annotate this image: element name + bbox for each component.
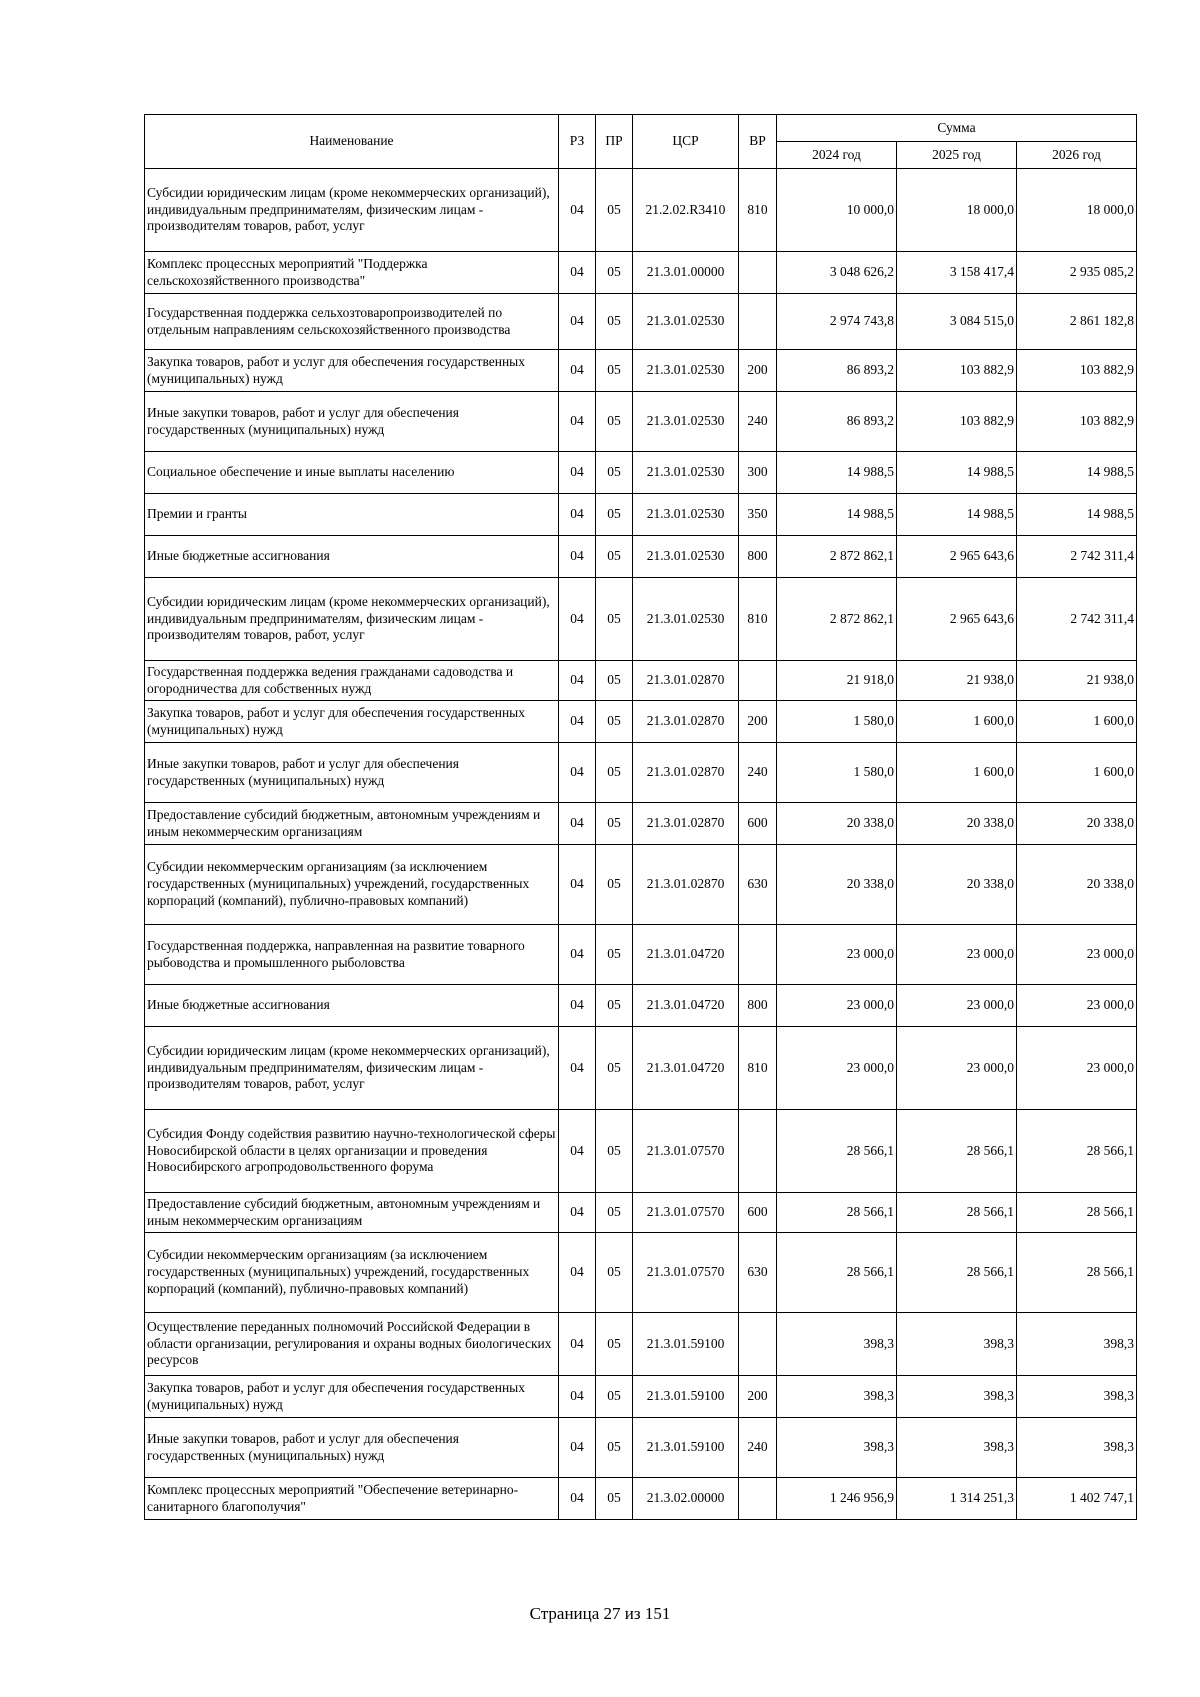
cell-csr: 21.3.01.07570 <box>633 1193 739 1233</box>
cell-vr: 600 <box>739 803 777 845</box>
cell-rz: 04 <box>559 1376 596 1418</box>
cell-sum-2024: 28 566,1 <box>777 1110 897 1193</box>
table-row <box>145 1418 1137 1478</box>
cell-sum-2024: 1 580,0 <box>777 743 897 803</box>
cell-pr: 05 <box>596 985 633 1027</box>
cell-sum-2025: 14 988,5 <box>897 494 1017 536</box>
header-pr: ПР <box>596 115 633 169</box>
cell-sum-2025: 20 338,0 <box>897 845 1017 925</box>
cell-csr: 21.3.01.02870 <box>633 803 739 845</box>
cell-name: Субсидии некоммерческим организациям (за исключением государственных (муниципальных) учреждений, государственных корпораций (компаний), публично-правовых компаний) <box>145 1233 559 1313</box>
cell-pr: 05 <box>596 536 633 578</box>
cell-sum-2025: 3 158 417,4 <box>897 252 1017 294</box>
cell-sum-2024: 2 872 862,1 <box>777 536 897 578</box>
table-row <box>145 701 1137 743</box>
cell-rz: 04 <box>559 661 596 701</box>
table-row <box>145 743 1137 803</box>
cell-vr: 240 <box>739 392 777 452</box>
cell-csr: 21.3.01.04720 <box>633 1027 739 1110</box>
cell-sum-2024: 10 000,0 <box>777 169 897 252</box>
cell-sum-2026: 23 000,0 <box>1017 985 1137 1027</box>
cell-pr: 05 <box>596 925 633 985</box>
cell-csr: 21.3.01.02530 <box>633 578 739 661</box>
cell-sum-2026: 28 566,1 <box>1017 1193 1137 1233</box>
cell-pr: 05 <box>596 1376 633 1418</box>
table-row <box>145 350 1137 392</box>
cell-rz: 04 <box>559 452 596 494</box>
cell-csr: 21.3.01.02530 <box>633 294 739 350</box>
cell-vr: 240 <box>739 743 777 803</box>
table-row <box>145 294 1137 350</box>
cell-pr: 05 <box>596 1313 633 1376</box>
cell-sum-2024: 398,3 <box>777 1376 897 1418</box>
cell-sum-2025: 2 965 643,6 <box>897 578 1017 661</box>
cell-csr: 21.3.02.00000 <box>633 1478 739 1520</box>
cell-sum-2026: 20 338,0 <box>1017 845 1137 925</box>
cell-pr: 05 <box>596 701 633 743</box>
cell-name: Социальное обеспечение и иные выплаты населению <box>145 452 559 494</box>
table-row <box>145 1313 1137 1376</box>
cell-csr: 21.3.01.02870 <box>633 661 739 701</box>
cell-csr: 21.3.01.02530 <box>633 536 739 578</box>
table-body <box>145 169 1137 1520</box>
cell-rz: 04 <box>559 392 596 452</box>
cell-vr: 630 <box>739 845 777 925</box>
table-row <box>145 661 1137 701</box>
table-row <box>145 845 1137 925</box>
cell-name: Государственная поддержка, направленная на развитие товарного рыбоводства и промышленного рыболовства <box>145 925 559 985</box>
cell-csr: 21.3.01.00000 <box>633 252 739 294</box>
cell-rz: 04 <box>559 1313 596 1376</box>
cell-name: Субсидии юридическим лицам (кроме некоммерческих организаций), индивидуальным предпринимателям, физическим лицам - производителям товаров, работ, услуг <box>145 169 559 252</box>
cell-csr: 21.3.01.02530 <box>633 392 739 452</box>
cell-sum-2026: 23 000,0 <box>1017 1027 1137 1110</box>
cell-pr: 05 <box>596 1027 633 1110</box>
cell-pr: 05 <box>596 743 633 803</box>
cell-vr <box>739 1313 777 1376</box>
cell-sum-2024: 1 246 956,9 <box>777 1478 897 1520</box>
cell-pr: 05 <box>596 1418 633 1478</box>
cell-sum-2025: 28 566,1 <box>897 1193 1017 1233</box>
cell-name: Субсидия Фонду содействия развитию научно-технологической сферы Новосибирской области в целях организации и проведения Новосибирского агропродовольственного форума <box>145 1110 559 1193</box>
cell-sum-2024: 23 000,0 <box>777 925 897 985</box>
cell-csr: 21.3.01.07570 <box>633 1110 739 1193</box>
cell-vr <box>739 1478 777 1520</box>
cell-csr: 21.3.01.04720 <box>633 985 739 1027</box>
cell-rz: 04 <box>559 578 596 661</box>
table-row <box>145 252 1137 294</box>
cell-name: Премии и гранты <box>145 494 559 536</box>
cell-rz: 04 <box>559 1027 596 1110</box>
cell-name: Иные закупки товаров, работ и услуг для обеспечения государственных (муниципальных) нужд <box>145 743 559 803</box>
header-vr: ВР <box>739 115 777 169</box>
cell-csr: 21.3.01.02530 <box>633 494 739 536</box>
cell-name: Государственная поддержка сельхозтоваропроизводителей по отдельным направлениям сельскохозяйственного производства <box>145 294 559 350</box>
cell-rz: 04 <box>559 743 596 803</box>
cell-csr: 21.3.01.02870 <box>633 845 739 925</box>
cell-rz: 04 <box>559 494 596 536</box>
cell-name: Иные закупки товаров, работ и услуг для обеспечения государственных (муниципальных) нужд <box>145 392 559 452</box>
cell-name: Государственная поддержка ведения гражданами садоводства и огородничества для собственных нужд <box>145 661 559 701</box>
cell-pr: 05 <box>596 452 633 494</box>
cell-csr: 21.2.02.R3410 <box>633 169 739 252</box>
cell-sum-2026: 103 882,9 <box>1017 350 1137 392</box>
cell-name: Закупка товаров, работ и услуг для обеспечения государственных (муниципальных) нужд <box>145 1376 559 1418</box>
cell-name: Иные бюджетные ассигнования <box>145 536 559 578</box>
cell-csr: 21.3.01.07570 <box>633 1233 739 1313</box>
cell-pr: 05 <box>596 845 633 925</box>
cell-sum-2025: 2 965 643,6 <box>897 536 1017 578</box>
cell-csr: 21.3.01.59100 <box>633 1313 739 1376</box>
table-row <box>145 1193 1137 1233</box>
header-name: Наименование <box>145 115 559 169</box>
cell-rz: 04 <box>559 252 596 294</box>
cell-sum-2026: 398,3 <box>1017 1376 1137 1418</box>
table-row <box>145 578 1137 661</box>
cell-sum-2026: 1 600,0 <box>1017 743 1137 803</box>
cell-vr <box>739 661 777 701</box>
cell-pr: 05 <box>596 294 633 350</box>
cell-sum-2024: 86 893,2 <box>777 350 897 392</box>
cell-name: Субсидии юридическим лицам (кроме некоммерческих организаций), индивидуальным предпринимателям, физическим лицам - производителям товаров, работ, услуг <box>145 578 559 661</box>
cell-pr: 05 <box>596 392 633 452</box>
cell-name: Закупка товаров, работ и услуг для обеспечения государственных (муниципальных) нужд <box>145 701 559 743</box>
header-rz: РЗ <box>559 115 596 169</box>
cell-name: Субсидии некоммерческим организациям (за исключением государственных (муниципальных) учреждений, государственных корпораций (компаний), публично-правовых компаний) <box>145 845 559 925</box>
cell-sum-2024: 23 000,0 <box>777 985 897 1027</box>
cell-sum-2025: 23 000,0 <box>897 1027 1017 1110</box>
cell-name: Осуществление переданных полномочий Российской Федерации в области организации, регулирования и охраны водных биологических ресурсов <box>145 1313 559 1376</box>
cell-vr: 300 <box>739 452 777 494</box>
cell-rz: 04 <box>559 925 596 985</box>
cell-sum-2025: 3 084 515,0 <box>897 294 1017 350</box>
cell-sum-2025: 1 600,0 <box>897 701 1017 743</box>
cell-pr: 05 <box>596 661 633 701</box>
cell-sum-2026: 2 861 182,8 <box>1017 294 1137 350</box>
cell-sum-2025: 103 882,9 <box>897 392 1017 452</box>
table-row <box>145 803 1137 845</box>
cell-rz: 04 <box>559 536 596 578</box>
cell-rz: 04 <box>559 1418 596 1478</box>
cell-rz: 04 <box>559 701 596 743</box>
cell-sum-2026: 1 600,0 <box>1017 701 1137 743</box>
cell-csr: 21.3.01.59100 <box>633 1418 739 1478</box>
cell-sum-2024: 28 566,1 <box>777 1193 897 1233</box>
cell-vr: 800 <box>739 536 777 578</box>
cell-sum-2025: 28 566,1 <box>897 1110 1017 1193</box>
cell-vr: 200 <box>739 350 777 392</box>
cell-sum-2026: 398,3 <box>1017 1313 1137 1376</box>
cell-name: Комплекс процессных мероприятий "Обеспечение ветеринарно-санитарного благополучия" <box>145 1478 559 1520</box>
cell-csr: 21.3.01.59100 <box>633 1376 739 1418</box>
table-row <box>145 169 1137 252</box>
cell-rz: 04 <box>559 169 596 252</box>
cell-csr: 21.3.01.02870 <box>633 743 739 803</box>
cell-sum-2024: 20 338,0 <box>777 845 897 925</box>
cell-rz: 04 <box>559 1478 596 1520</box>
cell-sum-2026: 398,3 <box>1017 1418 1137 1478</box>
table-row <box>145 392 1137 452</box>
cell-pr: 05 <box>596 1110 633 1193</box>
table-row <box>145 1027 1137 1110</box>
cell-sum-2025: 20 338,0 <box>897 803 1017 845</box>
cell-csr: 21.3.01.04720 <box>633 925 739 985</box>
cell-sum-2024: 14 988,5 <box>777 494 897 536</box>
cell-sum-2024: 20 338,0 <box>777 803 897 845</box>
cell-vr: 600 <box>739 1193 777 1233</box>
cell-sum-2026: 2 742 311,4 <box>1017 536 1137 578</box>
table-row <box>145 1478 1137 1520</box>
header-year-2024: 2024 год <box>777 142 897 169</box>
cell-sum-2026: 28 566,1 <box>1017 1233 1137 1313</box>
cell-sum-2026: 103 882,9 <box>1017 392 1137 452</box>
table-row <box>145 1376 1137 1418</box>
table-row <box>145 925 1137 985</box>
cell-name: Иные бюджетные ассигнования <box>145 985 559 1027</box>
cell-sum-2026: 14 988,5 <box>1017 494 1137 536</box>
cell-csr: 21.3.01.02530 <box>633 452 739 494</box>
cell-vr: 350 <box>739 494 777 536</box>
cell-sum-2026: 23 000,0 <box>1017 925 1137 985</box>
cell-sum-2024: 86 893,2 <box>777 392 897 452</box>
cell-sum-2024: 3 048 626,2 <box>777 252 897 294</box>
cell-sum-2026: 2 742 311,4 <box>1017 578 1137 661</box>
cell-pr: 05 <box>596 803 633 845</box>
cell-name: Комплекс процессных мероприятий "Поддержка сельскохозяйственного производства" <box>145 252 559 294</box>
cell-pr: 05 <box>596 1478 633 1520</box>
cell-sum-2025: 1 314 251,3 <box>897 1478 1017 1520</box>
header-sum: Сумма <box>777 115 1137 142</box>
cell-vr: 810 <box>739 578 777 661</box>
cell-pr: 05 <box>596 169 633 252</box>
cell-sum-2024: 23 000,0 <box>777 1027 897 1110</box>
cell-vr <box>739 294 777 350</box>
cell-sum-2026: 28 566,1 <box>1017 1110 1137 1193</box>
table-row <box>145 494 1137 536</box>
cell-name: Субсидии юридическим лицам (кроме некоммерческих организаций), индивидуальным предпринимателям, физическим лицам - производителям товаров, работ, услуг <box>145 1027 559 1110</box>
table-row <box>145 1110 1137 1193</box>
cell-rz: 04 <box>559 350 596 392</box>
cell-sum-2024: 398,3 <box>777 1418 897 1478</box>
cell-rz: 04 <box>559 1233 596 1313</box>
cell-sum-2025: 14 988,5 <box>897 452 1017 494</box>
cell-sum-2024: 398,3 <box>777 1313 897 1376</box>
cell-name: Иные закупки товаров, работ и услуг для обеспечения государственных (муниципальных) нужд <box>145 1418 559 1478</box>
cell-sum-2024: 14 988,5 <box>777 452 897 494</box>
header-csr: ЦСР <box>633 115 739 169</box>
cell-sum-2026: 14 988,5 <box>1017 452 1137 494</box>
cell-vr: 810 <box>739 169 777 252</box>
cell-sum-2025: 398,3 <box>897 1418 1017 1478</box>
cell-sum-2026: 21 938,0 <box>1017 661 1137 701</box>
cell-pr: 05 <box>596 1193 633 1233</box>
cell-name: Закупка товаров, работ и услуг для обеспечения государственных (муниципальных) нужд <box>145 350 559 392</box>
cell-sum-2025: 21 938,0 <box>897 661 1017 701</box>
header-year-2025: 2025 год <box>897 142 1017 169</box>
cell-sum-2025: 103 882,9 <box>897 350 1017 392</box>
cell-sum-2024: 21 918,0 <box>777 661 897 701</box>
cell-sum-2025: 398,3 <box>897 1313 1017 1376</box>
cell-name: Предоставление субсидий бюджетным, автономным учреждениям и иным некоммерческим организациям <box>145 803 559 845</box>
cell-rz: 04 <box>559 1193 596 1233</box>
cell-pr: 05 <box>596 350 633 392</box>
cell-sum-2024: 1 580,0 <box>777 701 897 743</box>
cell-vr <box>739 925 777 985</box>
cell-sum-2026: 2 935 085,2 <box>1017 252 1137 294</box>
cell-rz: 04 <box>559 845 596 925</box>
cell-vr: 200 <box>739 701 777 743</box>
cell-sum-2025: 1 600,0 <box>897 743 1017 803</box>
cell-sum-2026: 20 338,0 <box>1017 803 1137 845</box>
cell-pr: 05 <box>596 252 633 294</box>
cell-rz: 04 <box>559 803 596 845</box>
cell-name: Предоставление субсидий бюджетным, автономным учреждениям и иным некоммерческим организациям <box>145 1193 559 1233</box>
table-row <box>145 985 1137 1027</box>
cell-sum-2025: 398,3 <box>897 1376 1017 1418</box>
table-row <box>145 1233 1137 1313</box>
cell-pr: 05 <box>596 578 633 661</box>
cell-vr: 200 <box>739 1376 777 1418</box>
cell-rz: 04 <box>559 985 596 1027</box>
table-row <box>145 536 1137 578</box>
cell-vr: 240 <box>739 1418 777 1478</box>
cell-vr <box>739 1110 777 1193</box>
cell-csr: 21.3.01.02870 <box>633 701 739 743</box>
cell-sum-2026: 18 000,0 <box>1017 169 1137 252</box>
cell-sum-2025: 23 000,0 <box>897 985 1017 1027</box>
cell-pr: 05 <box>596 1233 633 1313</box>
cell-sum-2024: 2 872 862,1 <box>777 578 897 661</box>
cell-vr <box>739 252 777 294</box>
cell-sum-2025: 28 566,1 <box>897 1233 1017 1313</box>
cell-rz: 04 <box>559 1110 596 1193</box>
cell-sum-2024: 28 566,1 <box>777 1233 897 1313</box>
cell-csr: 21.3.01.02530 <box>633 350 739 392</box>
cell-rz: 04 <box>559 294 596 350</box>
page-number: Страница 27 из 151 <box>529 1604 671 1623</box>
cell-vr: 630 <box>739 1233 777 1313</box>
cell-pr: 05 <box>596 494 633 536</box>
cell-vr: 800 <box>739 985 777 1027</box>
cell-sum-2025: 18 000,0 <box>897 169 1017 252</box>
budget-table <box>144 114 1137 1520</box>
header-year-2026: 2026 год <box>1017 142 1137 169</box>
cell-vr: 810 <box>739 1027 777 1110</box>
cell-sum-2026: 1 402 747,1 <box>1017 1478 1137 1520</box>
header-row-top <box>145 115 1137 142</box>
cell-sum-2025: 23 000,0 <box>897 925 1017 985</box>
table-row <box>145 452 1137 494</box>
cell-sum-2024: 2 974 743,8 <box>777 294 897 350</box>
